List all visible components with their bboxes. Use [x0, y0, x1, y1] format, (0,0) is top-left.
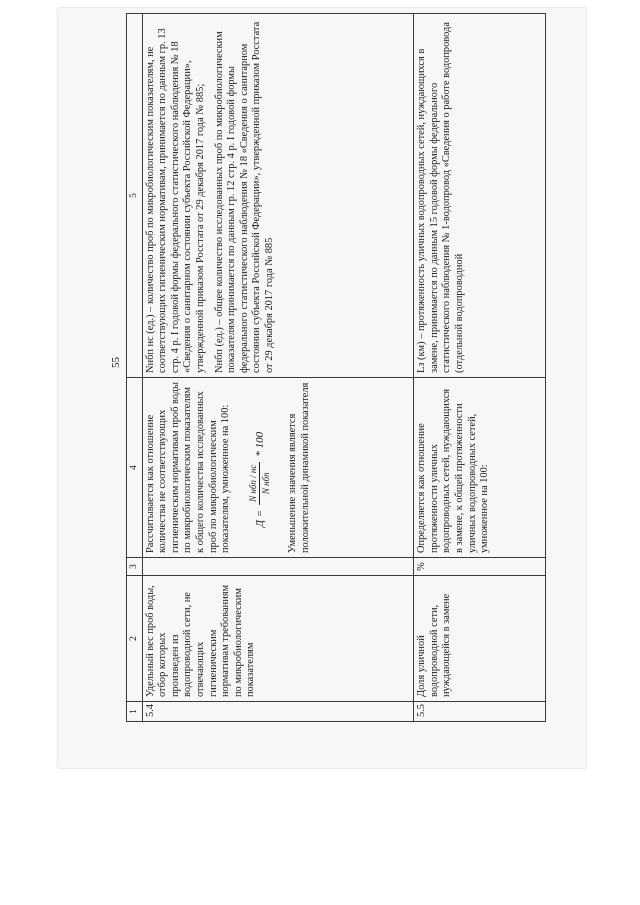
- indicators-table: [126, 13, 546, 722]
- indicator-unit: [142, 558, 414, 576]
- page-number: 55: [110, 357, 122, 368]
- formula-fraction: [247, 462, 273, 505]
- rotated-table-wrapper: [126, 14, 546, 722]
- row-number: 5.4: [142, 702, 414, 722]
- formula-lhs: Д =: [253, 509, 266, 527]
- dynamics-note: Уменьшение значения является положительной динамикой показателя: [286, 382, 311, 553]
- table-header-row: [127, 14, 143, 722]
- header-col-5: 5: [127, 14, 143, 378]
- formula-numerator: N нбп / нс: [247, 462, 261, 505]
- calculation-method: [142, 378, 414, 558]
- table-row: [142, 14, 414, 722]
- header-col-3: 3: [127, 558, 143, 576]
- document-page: [58, 8, 586, 768]
- method-text: Определяется как отношение протяженности уличных водопроводных сетей, нуждающихся в замене, к общей протяженности уличных водопроводных сетей, умноженное на 100:: [416, 388, 491, 553]
- indicator-unit: %: [414, 558, 546, 576]
- table-row: [414, 14, 546, 722]
- header-col-4: 4: [127, 378, 143, 558]
- data-source: [142, 14, 414, 378]
- source-paragraph-1: Nнбп нс (ед.) – количество проб по микробиологическим показателям, не соответствующих гигиеническим нормативам, принимается по данным гр. 13 стр. 4 р. I годовой формы федерального статистического наблюдения № 18 «Сведения о санитарном состоянии субъекта Российской Федерации», утвержденной приказом Росстата от 29 декабря 2017 года № 885;: [144, 28, 206, 373]
- header-col-2: 2: [127, 576, 143, 702]
- data-source: [414, 14, 546, 378]
- source-paragraph-1: Lз (км) – протяженность уличных водопроводных сетей, нуждающихся в замене, принимается по данным 15 годовой формы федерального статистического наблюдения № 1-водопровод «Сведения о работе водопровода (отдельной водопроводной: [416, 22, 466, 373]
- formula-denominator: N нбп: [261, 472, 272, 495]
- source-paragraph-2: Nнбп (ед.) – общее количество исследованных проб по микробиологическим показателям принимается по данным гр. 12 стр. 4 р. I годовой формы федерального статистического наблюдения № 18 «Сведения о санитарном состоянии субъекта Российской Федерации», утвержденной приказом Росстата от 29 декабря 2017 года № 885: [213, 21, 275, 373]
- calculation-method: [414, 378, 546, 558]
- formula: [247, 382, 273, 527]
- formula-tail: * 100: [253, 431, 266, 457]
- indicator-name: Удельный вес проб воды, отбор которых произведен из водопроводной сети, не отвечающих гигиеническим нормативам требованиям по микробиологическим показателям: [142, 576, 414, 702]
- method-text: Рассчитывается как отношение количества не соответствующих гигиеническим нормативам проб воды по микробиологическим показателям к общего количества исследованных проб по микробиологическим показателям, умноженное на 100:: [144, 382, 232, 553]
- header-col-1: 1: [127, 702, 143, 722]
- row-number: 5.5: [414, 702, 546, 722]
- indicator-name: Доля уличной водопроводной сети, нуждающейся в замене: [414, 576, 546, 702]
